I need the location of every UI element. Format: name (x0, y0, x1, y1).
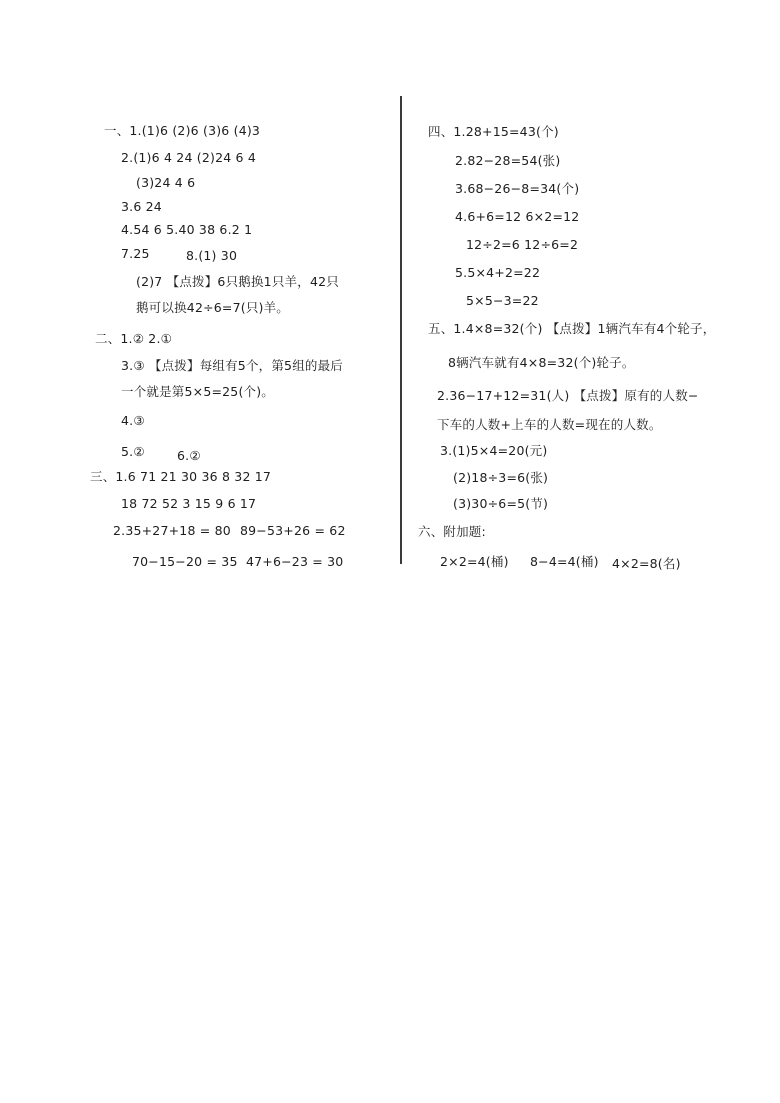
section-5-q2-cont: 下车的人数+上车的人数=现在的人数。 (437, 417, 662, 432)
section-4-q4-cont: 12÷2=6 12÷6=2 (466, 237, 579, 252)
section-3-q2-d: 47+6−23 = 30 (246, 554, 344, 569)
section-2-q3-cont: 一个就是第5×5=25(个)。 (121, 384, 275, 399)
section-4-q1: 四、1.28+15=43(个) (428, 124, 559, 139)
section-5-q3-2: (2)18÷3=6(张) (453, 470, 549, 485)
section-4-q4: 4.6+6=12 6×2=12 (455, 209, 580, 224)
section-1-q8-2-cont: 鹅可以换42÷6=7(只)羊。 (136, 300, 290, 315)
section-3-q2-a: 2.35+27+18 = 80 (113, 523, 231, 538)
section-6-a: 2×2=4(桶) (440, 554, 509, 569)
section-6-title: 六、附加题: (418, 524, 486, 539)
section-4-q5: 5.5×4+2=22 (455, 265, 541, 280)
section-1-q4-6: 4.54 6 5.40 38 6.2 1 (121, 222, 253, 237)
section-1-q8: 8.(1) 30 (186, 248, 238, 263)
section-3-q1-row2: 18 72 52 3 15 9 6 17 (121, 496, 257, 511)
section-4-q3: 3.68−26−8=34(个) (455, 181, 580, 196)
section-2-q6: 6.② (177, 448, 201, 463)
section-6-b: 8−4=4(桶) (530, 554, 599, 569)
section-6-c: 4×2=8(名) (612, 556, 681, 571)
section-2-q5: 5.② (121, 444, 145, 459)
section-3-q2-c: 70−15−20 = 35 (132, 554, 238, 569)
section-4-q2: 2.82−28=54(张) (455, 153, 561, 168)
section-1-q7: 7.25 (121, 246, 150, 261)
section-5-q2: 2.36−17+12=31(人) 【点拨】原有的人数− (437, 388, 699, 403)
section-5-q3-3: (3)30÷6=5(节) (453, 496, 549, 511)
section-1-q1: 一、1.(1)6 (2)6 (3)6 (4)3 (104, 123, 261, 138)
section-1-q2: 2.(1)6 4 24 (2)24 6 4 (121, 150, 257, 165)
section-5-q3-1: 3.(1)5×4=20(元) (440, 443, 548, 458)
section-5-q1: 五、1.4×8=32(个) 【点拨】1辆汽车有4个轮子， (428, 321, 716, 336)
section-2-q4: 4.③ (121, 413, 145, 428)
section-2-q3: 3.③ 【点拨】每组有5个，第5组的最后 (121, 358, 344, 373)
section-4-q5-cont: 5×5−3=22 (466, 293, 539, 308)
section-1-q3: 3.6 24 (121, 199, 162, 214)
section-3-q1-row1: 三、1.6 71 21 30 36 8 32 17 (90, 469, 272, 484)
section-1-q8-2: (2)7 【点拨】6只鹅换1只羊，42只 (136, 274, 339, 289)
section-2-q1-2: 二、1.② 2.① (95, 331, 173, 346)
section-5-q1-cont: 8辆汽车就有4×8=32(个)轮子。 (448, 355, 635, 370)
column-divider (400, 96, 402, 564)
section-1-q2-3: (3)24 4 6 (136, 175, 196, 190)
section-3-q2-b: 89−53+26 = 62 (240, 523, 346, 538)
